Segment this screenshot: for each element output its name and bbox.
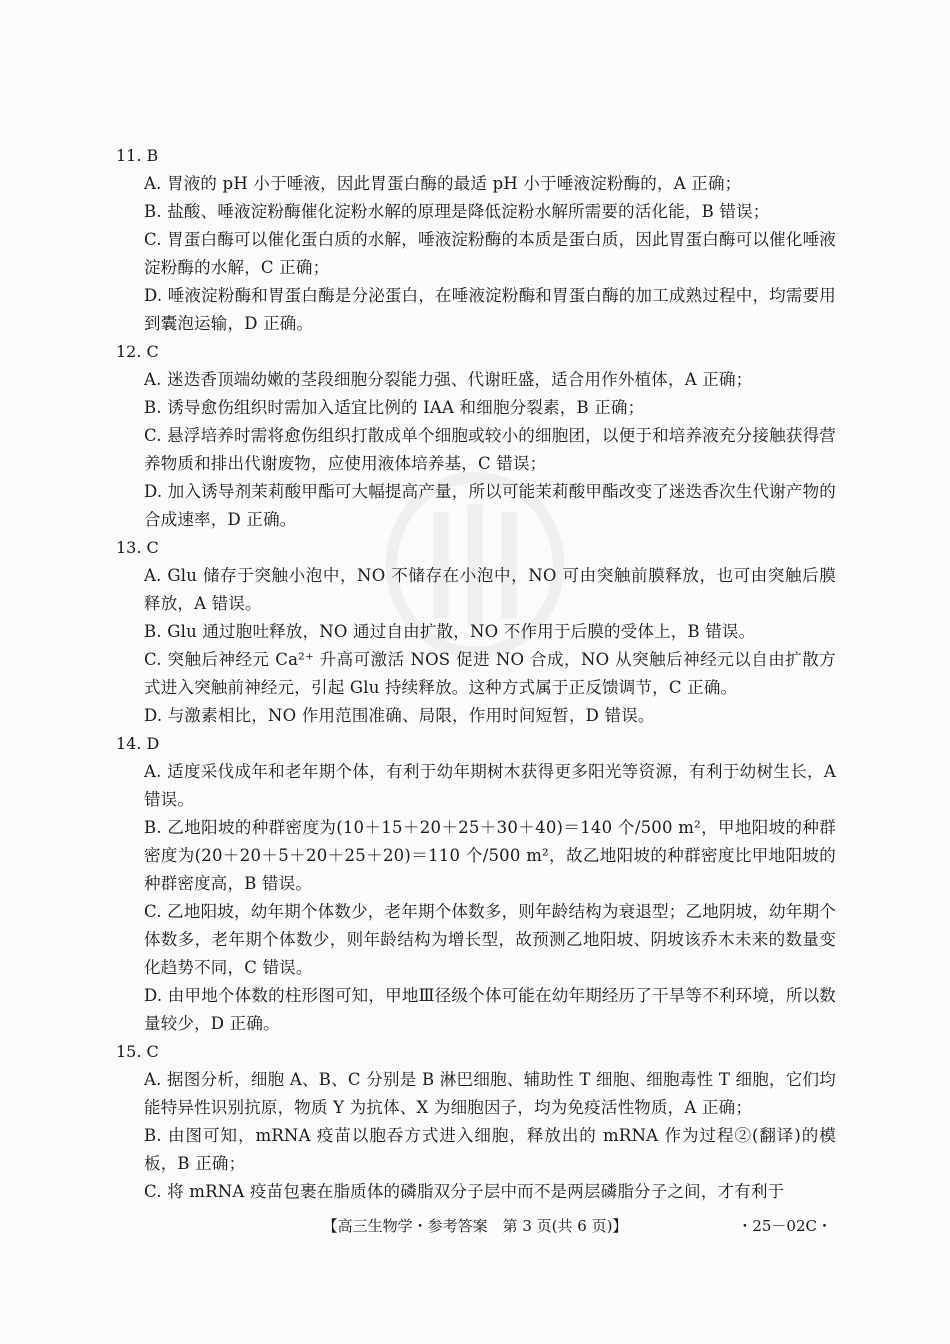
question-11 <box>116 142 836 338</box>
option-d: D. 由甲地个体数的柱形图可知，甲地Ⅲ径级个体可能在幼年期经历了干旱等不利环境，所以数量较少，D 正确。 <box>144 986 836 1033</box>
answer-list <box>116 142 836 1206</box>
option-d: D. 加入诱导剂茉莉酸甲酯可大幅提高产量，所以可能茉莉酸甲酯改变了迷迭香次生代谢产物的合成速率，D 正确。 <box>144 482 836 529</box>
option-a: A. 迷迭香顶端幼嫩的茎段细胞分裂能力强、代谢旺盛，适合用作外植体，A 正确； <box>144 370 753 389</box>
page-footer <box>0 1214 950 1238</box>
option-c: C. 突触后神经元 Ca²⁺ 升高可激活 NOS 促进 NO 合成，NO 从突触后神经元以自由扩散方式进入突触前神经元，引起 Glu 持续释放。这种方式属于正反馈调节，C 正确。 <box>144 650 836 697</box>
question-number: 14. D <box>116 734 160 753</box>
question-number: 13. C <box>116 538 159 557</box>
question-number: 11. B <box>116 146 159 165</box>
question-12 <box>116 338 836 534</box>
option-a: A. 据图分析，细胞 A、B、C 分别是 B 淋巴细胞、辅助性 T 细胞、细胞毒性 T 细胞，它们均能特异性识别抗原，物质 Y 为抗体、X 为细胞因子，均为免疫活性物质，A 正确； <box>144 1070 836 1117</box>
question-13 <box>116 534 836 730</box>
question-number: 15. C <box>116 1042 159 1061</box>
question-number: 12. C <box>116 342 159 361</box>
footer-code: ・25－02C・ <box>737 1217 832 1235</box>
option-c: C. 将 mRNA 疫苗包裹在脂质体的磷脂双分子层中而不是两层磷脂分子之间，才有利于 <box>144 1182 785 1201</box>
option-c: C. 乙地阳坡，幼年期个体数少，老年期个体数多，则年龄结构为衰退型；乙地阴坡，幼年期个体数多，老年期个体数少，则年龄结构为增长型，故预测乙地阳坡、阴坡该乔木未来的数量变化趋势不同，C 错误。 <box>144 902 836 977</box>
option-d: D. 唾液淀粉酶和胃蛋白酶是分泌蛋白，在唾液淀粉酶和胃蛋白酶的加工成熟过程中，均需要用到囊泡运输，D 正确。 <box>144 286 836 333</box>
option-b: B. 诱导愈伤组织时需加入适宜比例的 IAA 和细胞分裂素，B 正确； <box>144 398 645 417</box>
option-b: B. Glu 通过胞吐释放，NO 通过自由扩散，NO 不作用于后膜的受体上，B 错误。 <box>144 622 756 641</box>
option-d: D. 与激素相比，NO 作用范围准确、局限，作用时间短暂，D 错误。 <box>144 706 655 725</box>
option-b: B. 由图可知，mRNA 疫苗以胞吞方式进入细胞，释放出的 mRNA 作为过程②(翻译)的模板，B 正确； <box>144 1126 836 1173</box>
option-a: A. 适度采伐成年和老年期个体，有利于幼年期树木获得更多阳光等资源，有利于幼树生长，A 错误。 <box>144 762 836 809</box>
question-14 <box>116 730 836 1038</box>
option-b: B. 乙地阳坡的种群密度为(10＋15＋20＋25＋30＋40)＝140 个/500 m²，甲地阳坡的种群密度为(20＋20＋5＋20＋25＋20)＝110 个/500 m²，故乙地阳坡的种群密度比甲地阳坡的种群密度高，B 错误。 <box>144 818 836 893</box>
option-c: C. 悬浮培养时需将愈伤组织打散成单个细胞或较小的细胞团，以便于和培养液充分接触获得营养物质和排出代谢废物，应使用液体培养基，C 错误； <box>144 426 836 473</box>
footer-page-info: 【高三生物学・参考答案 第 3 页(共 6 页)】 <box>322 1217 628 1235</box>
question-15 <box>116 1038 836 1206</box>
option-c: C. 胃蛋白酶可以催化蛋白质的水解，唾液淀粉酶的本质是蛋白质，因此胃蛋白酶可以催化唾液淀粉酶的水解，C 正确； <box>144 230 836 277</box>
option-a: A. 胃液的 pH 小于唾液，因此胃蛋白酶的最适 pH 小于唾液淀粉酶的，A 正确； <box>144 174 742 193</box>
option-a: A. Glu 储存于突触小泡中，NO 不储存在小泡中，NO 可由突触前膜释放，也可由突触后膜释放，A 错误。 <box>144 566 836 613</box>
option-b: B. 盐酸、唾液淀粉酶催化淀粉水解的原理是降低淀粉水解所需要的活化能，B 错误； <box>144 202 770 221</box>
